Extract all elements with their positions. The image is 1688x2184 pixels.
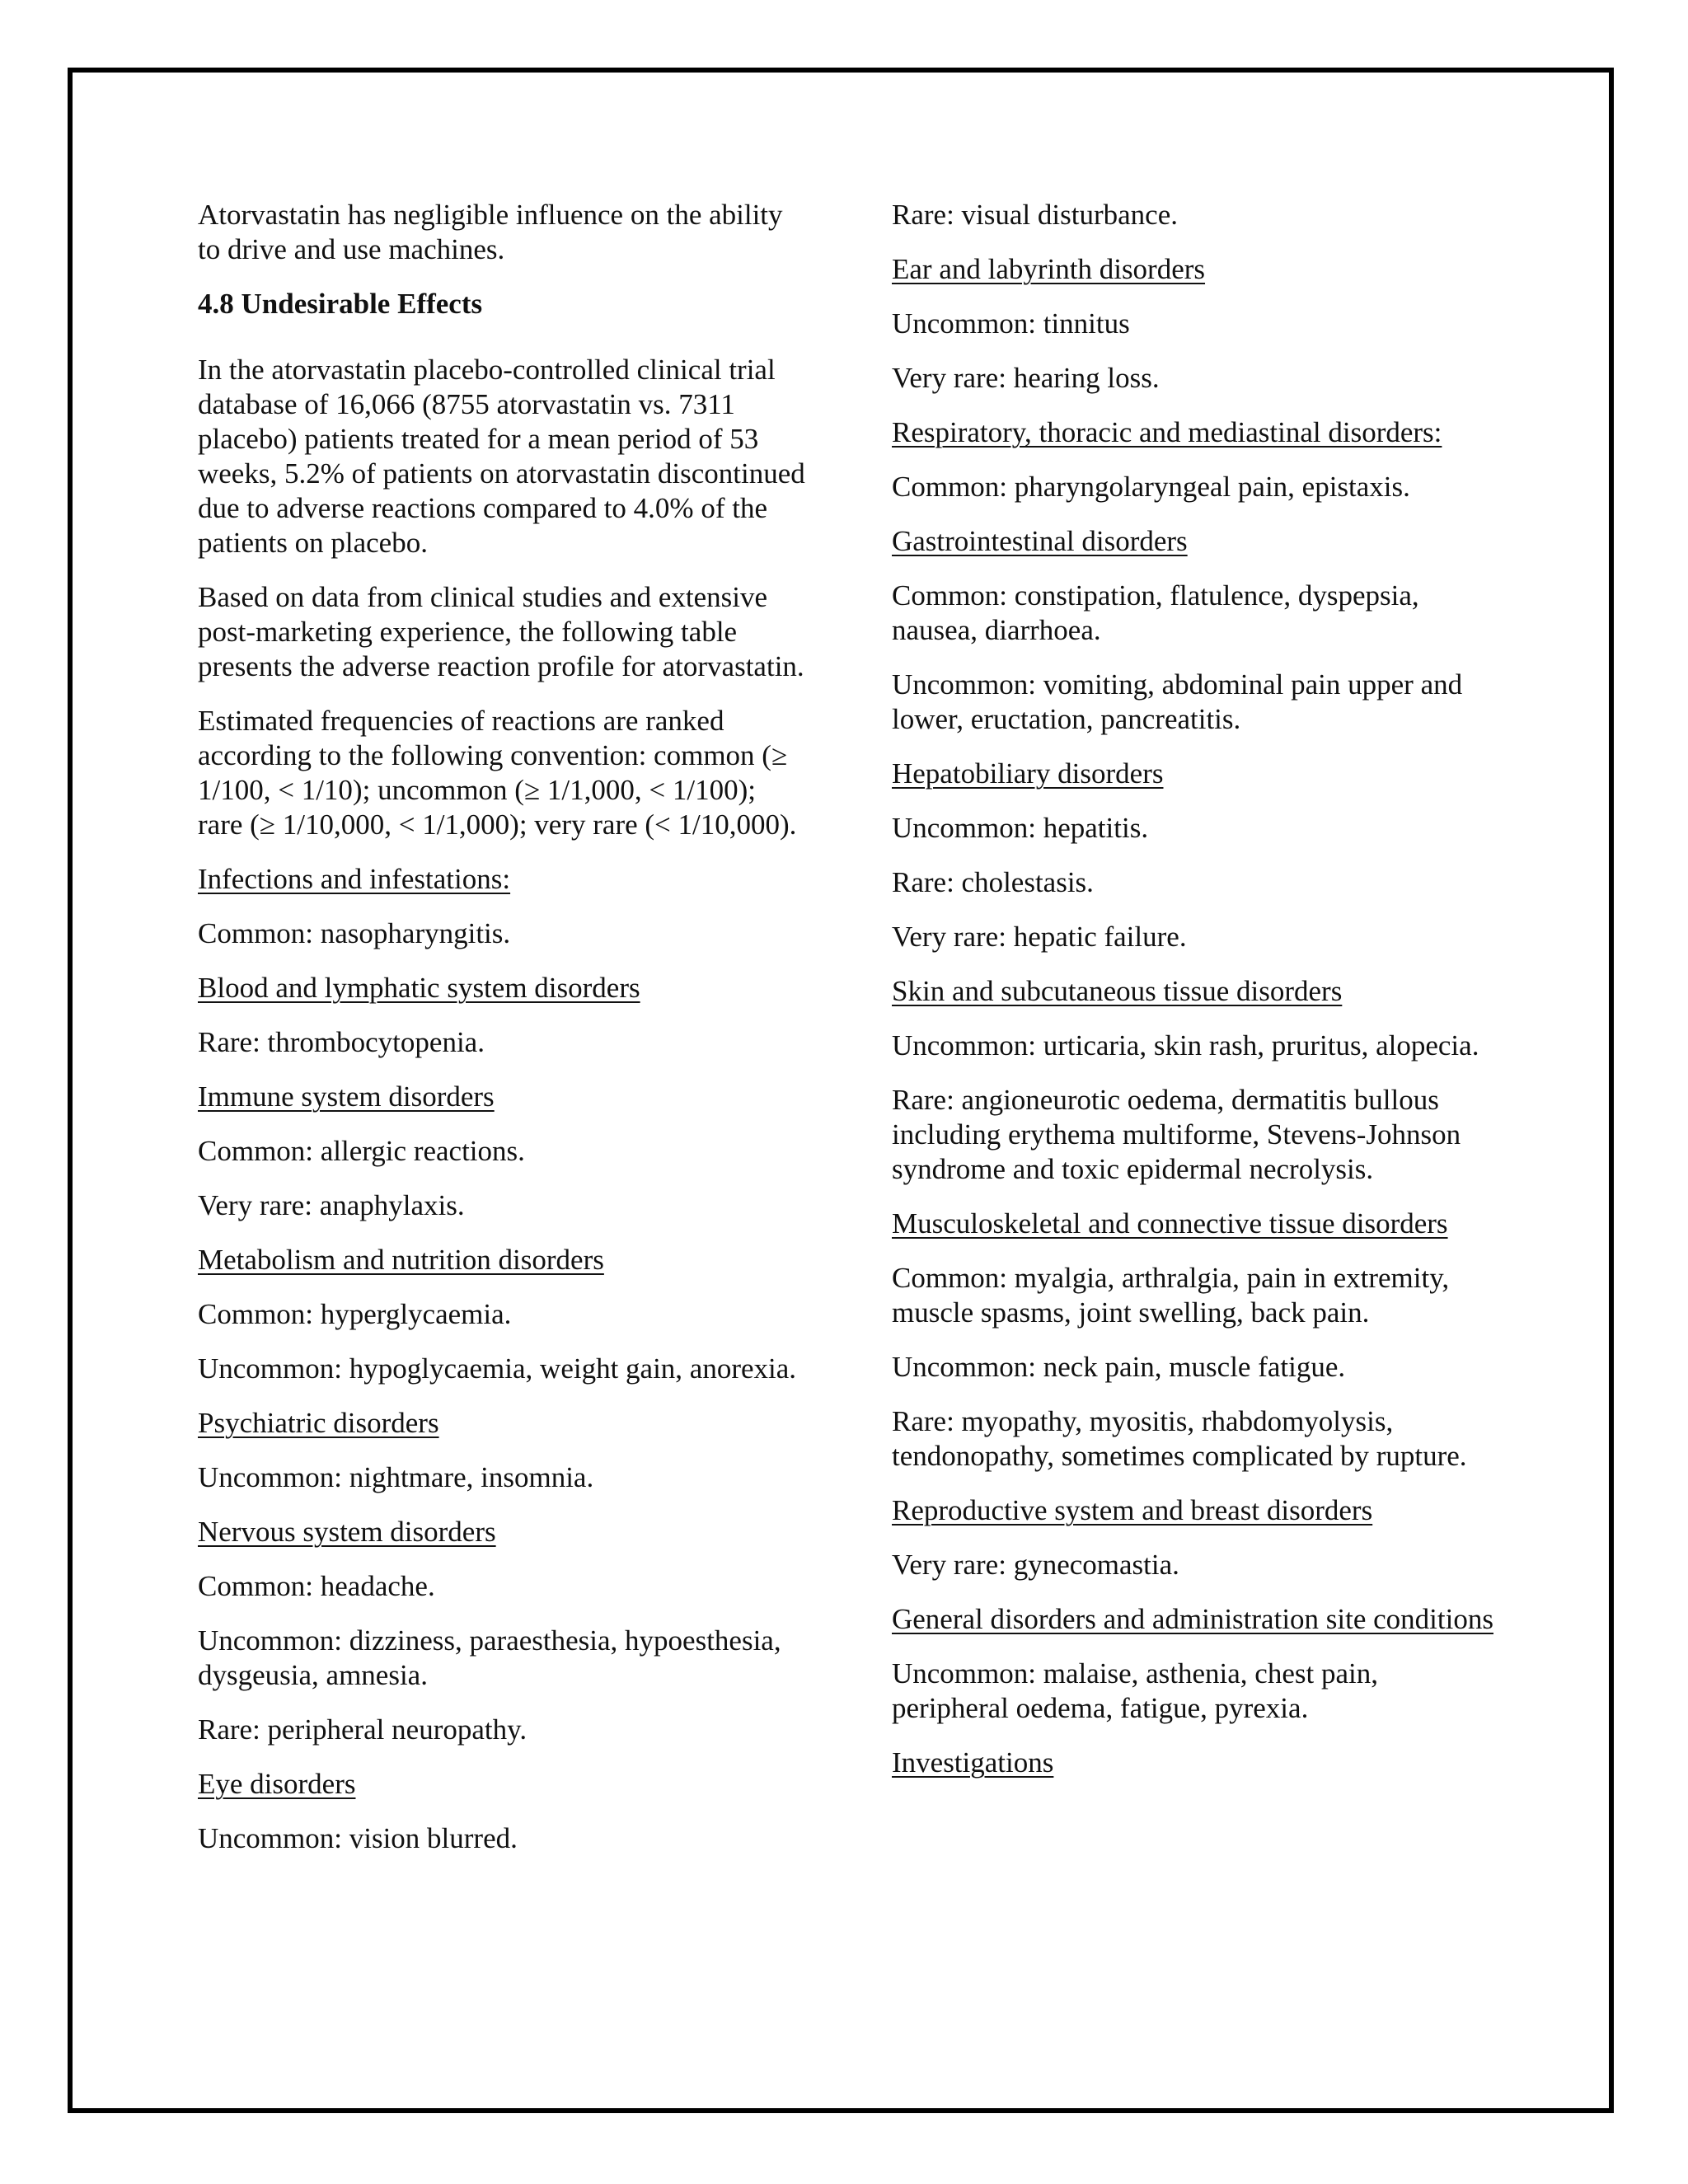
- paragraph: Uncommon: vision blurred.: [198, 1822, 518, 1854]
- paragraph: Very rare: hepatic failure.: [892, 921, 1187, 953]
- paragraph: Rare: peripheral neuropathy.: [198, 1713, 528, 1746]
- paragraph: Uncommon: hypoglycaemia, weight gain, anorexia.: [198, 1352, 797, 1385]
- paragraph: Common: myalgia, arthralgia, pain in extremity, muscle spasms, joint swelling, back pain.: [892, 1262, 1450, 1329]
- paragraph: Uncommon: urticaria, skin rash, pruritus, alopecia.: [892, 1029, 1479, 1062]
- category-title: Hepatobiliary disorders: [892, 757, 1164, 790]
- paragraph: Rare: thrombocytopenia.: [198, 1026, 485, 1058]
- right-column: [892, 198, 1502, 1800]
- section-heading: 4.8 Undesirable Effects: [198, 288, 483, 320]
- paragraph: Uncommon: nightmare, insomnia.: [198, 1461, 594, 1493]
- paragraph: Common: constipation, flatulence, dyspepsia, nausea, diarrhoea.: [892, 579, 1419, 646]
- category-title: Gastrointestinal disorders: [892, 525, 1188, 557]
- paragraph: Common: hyperglycaemia.: [198, 1298, 512, 1330]
- category-title: Reproductive system and breast disorders: [892, 1494, 1373, 1526]
- paragraph: Uncommon: dizziness, paraesthesia, hypoesthesia, dysgeusia, amnesia.: [198, 1624, 781, 1691]
- paragraph: Uncommon: hepatitis.: [892, 812, 1149, 844]
- paragraph: Uncommon: malaise, asthenia, chest pain, peripheral oedema, fatigue, pyrexia.: [892, 1657, 1378, 1724]
- paragraph: Very rare: hearing loss.: [892, 362, 1160, 394]
- left-column: [198, 198, 808, 1876]
- paragraph: Common: allergic reactions.: [198, 1135, 525, 1167]
- paragraph: Very rare: anaphylaxis.: [198, 1189, 465, 1221]
- category-title: Eye disorders: [198, 1768, 356, 1800]
- paragraph: Uncommon: tinnitus: [892, 307, 1130, 340]
- paragraph: Uncommon: neck pain, muscle fatigue.: [892, 1351, 1346, 1383]
- category-title: General disorders and administration site conditions: [892, 1603, 1493, 1635]
- paragraph: In the atorvastatin placebo-controlled clinical trial database of 16,066 (8755 atorvastatin vs. 7311 placebo) patients treated for a mean period of 53 weeks, 5.2% of patients on atorvastatin discontinued due to adverse reactions compared to 4.0% of the patients on placebo.: [198, 354, 805, 559]
- category-title: Ear and labyrinth disorders: [892, 253, 1206, 285]
- paragraph: Based on data from clinical studies and extensive post-marketing experience, the following table presents the adverse reaction profile for atorvastatin.: [198, 581, 804, 682]
- category-title: Immune system disorders: [198, 1080, 495, 1113]
- category-title: Nervous system disorders: [198, 1516, 496, 1548]
- category-title: Infections and infestations:: [198, 863, 511, 895]
- category-title: Metabolism and nutrition disorders: [198, 1244, 604, 1276]
- paragraph: Rare: visual disturbance.: [892, 199, 1178, 231]
- category-title: Blood and lymphatic system disorders: [198, 972, 640, 1004]
- category-title: Psychiatric disorders: [198, 1407, 439, 1439]
- paragraph: Common: nasopharyngitis.: [198, 917, 511, 949]
- category-title: Musculoskeletal and connective tissue disorders: [892, 1207, 1448, 1240]
- paragraph: Common: headache.: [198, 1570, 435, 1602]
- paragraph: Rare: myopathy, myositis, rhabdomyolysis, tendonopathy, sometimes complicated by rupture.: [892, 1405, 1467, 1472]
- paragraph: Rare: angioneurotic oedema, dermatitis bullous including erythema multiforme, Stevens-Johnson syndrome and toxic epidermal necrolysis.: [892, 1084, 1461, 1185]
- paragraph: Very rare: gynecomastia.: [892, 1549, 1179, 1581]
- paragraph: Rare: cholestasis.: [892, 866, 1094, 898]
- category-title: Investigations: [892, 1746, 1054, 1779]
- paragraph: Uncommon: vomiting, abdominal pain upper and lower, eructation, pancreatitis.: [892, 668, 1463, 735]
- paragraph: Atorvastatin has negligible influence on the ability to drive and use machines.: [198, 199, 783, 265]
- category-title: Respiratory, thoracic and mediastinal disorders:: [892, 416, 1442, 448]
- paragraph: Common: pharyngolaryngeal pain, epistaxis.: [892, 471, 1410, 503]
- paragraph: Estimated frequencies of reactions are ranked according to the following convention: common (≥ 1/100, < 1/10); uncommon (≥ 1/1,000, < 1/100); rare (≥ 1/10,000, < 1/1,000); very rare (< 1/10,000).: [198, 705, 797, 841]
- category-title: Skin and subcutaneous tissue disorders: [892, 975, 1343, 1007]
